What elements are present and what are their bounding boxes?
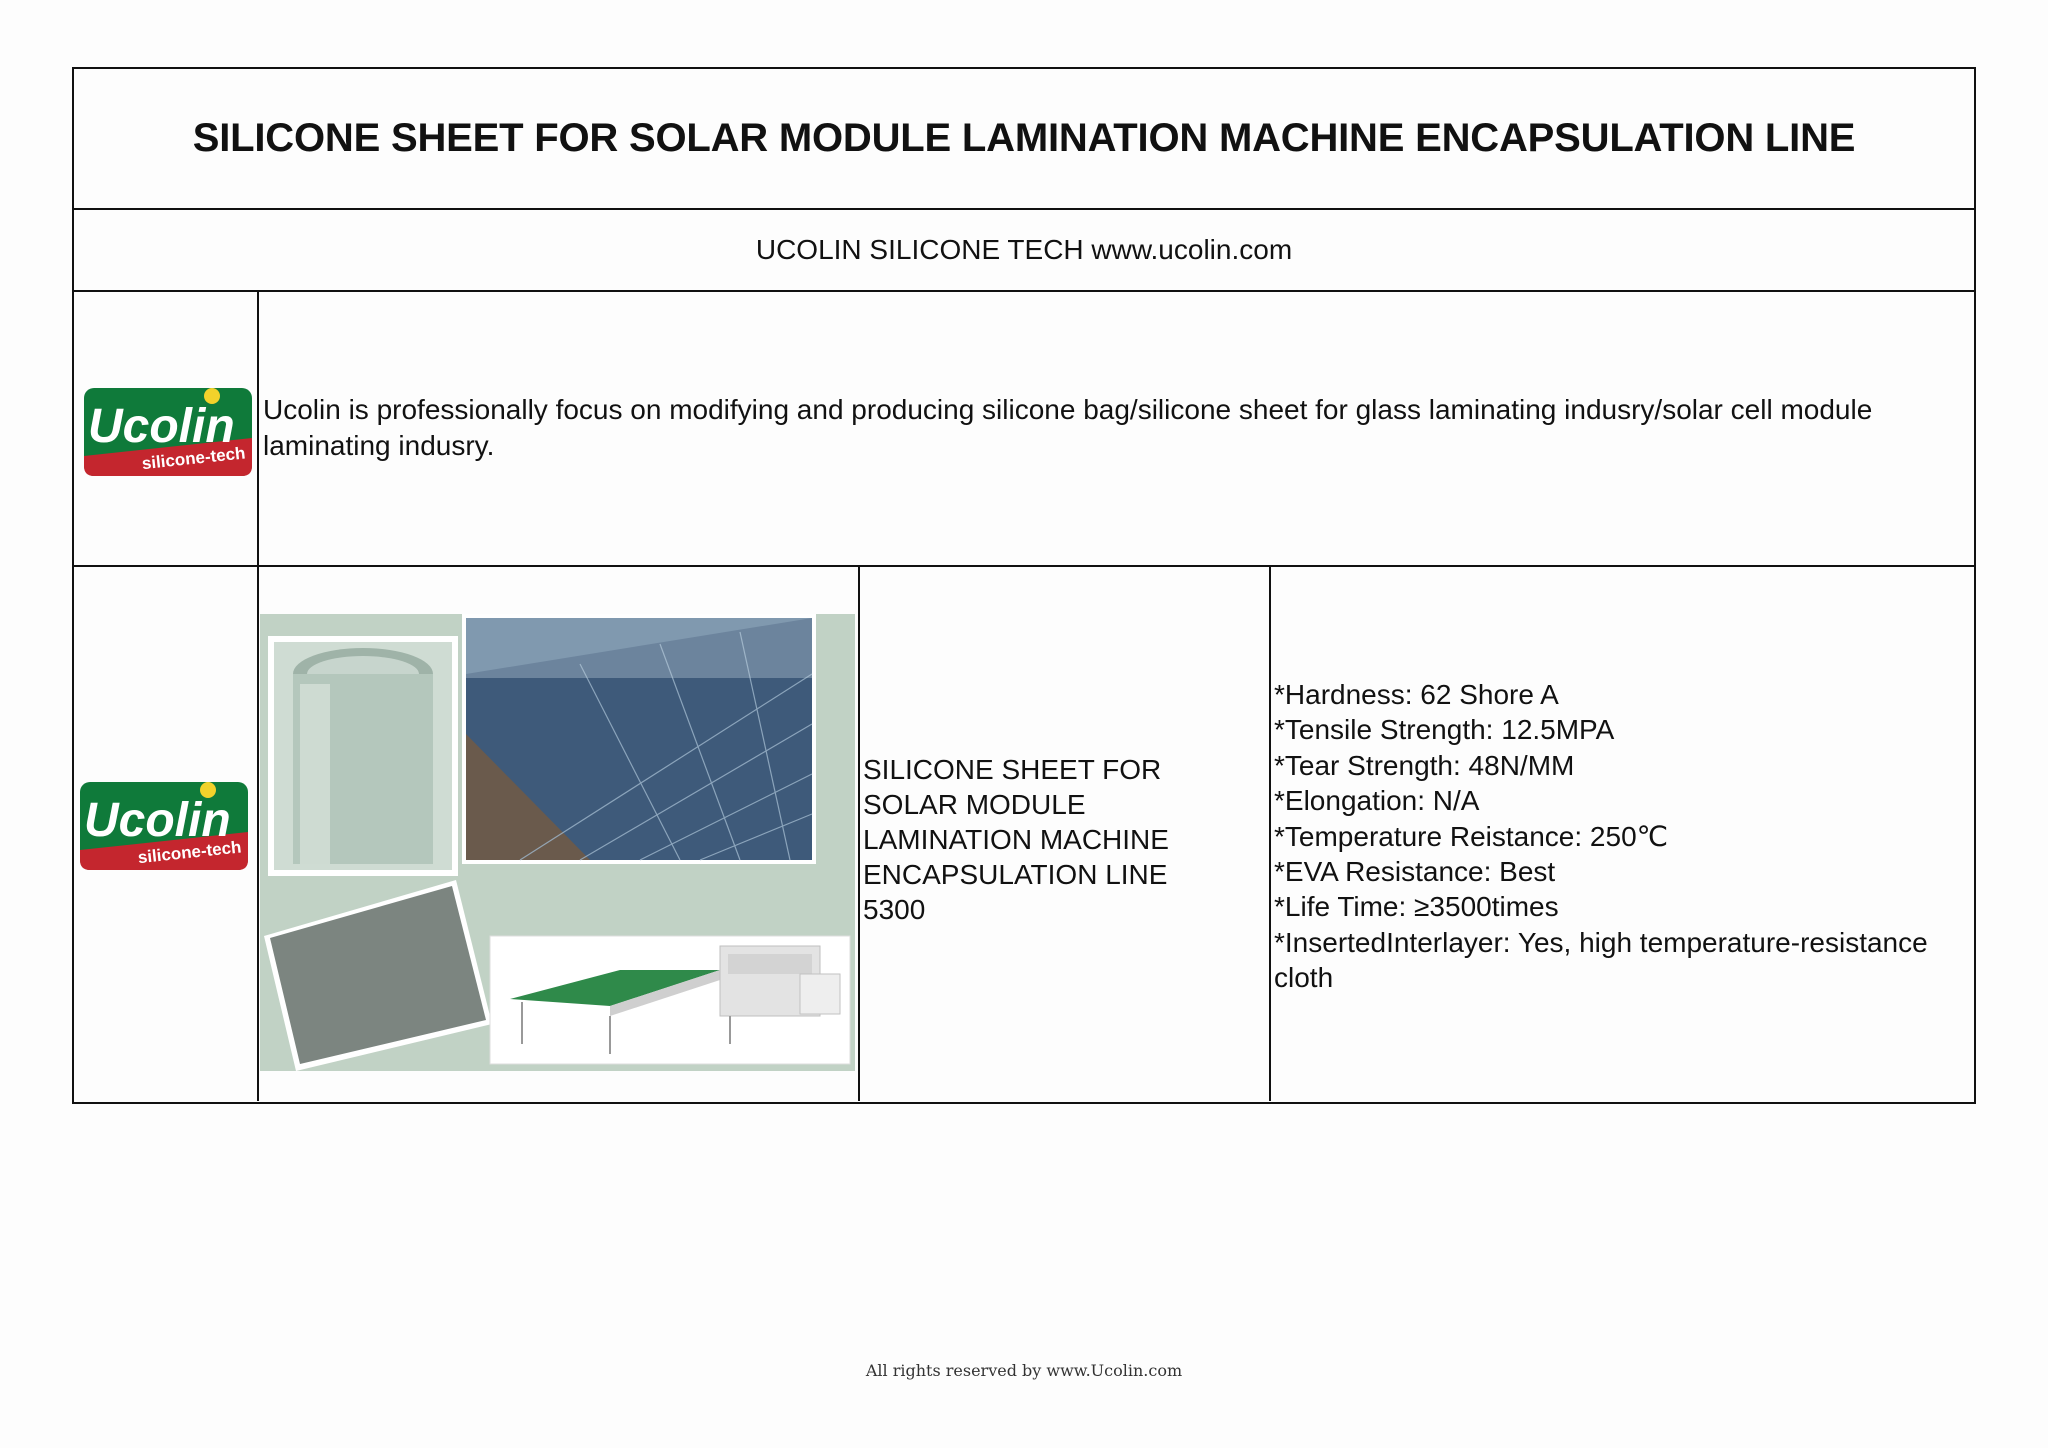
spec-tear-strength: *Tear Strength: 48N/MM xyxy=(1274,749,1575,781)
intro-row xyxy=(74,292,1974,567)
column-divider xyxy=(257,292,259,565)
ucolin-logo xyxy=(78,780,250,872)
column-divider xyxy=(257,567,259,1101)
spec-hardness: *Hardness: 62 Shore A xyxy=(1274,679,1559,710)
silicone-roll-image xyxy=(268,636,458,876)
company-line: UCOLIN SILICONE TECH www.ucolin.com xyxy=(755,234,1293,265)
spec-eva-resistance: *EVA Resistance: Best xyxy=(1274,856,1556,888)
spec-tensile-strength: *Tensile Strength: 12.5MPA xyxy=(1274,714,1615,746)
column-divider xyxy=(1269,567,1271,1101)
spec-life-time: *Life Time: ≥3500times xyxy=(1274,891,1559,923)
title-row xyxy=(74,69,1974,210)
column-divider xyxy=(858,567,860,1101)
ucolin-logo xyxy=(82,386,254,478)
copyright-footer: All rights reserved by www.Ucolin.com xyxy=(865,1361,1183,1380)
intro-text: Ucolin is professionally focus on modifying and producing silicone bag/silicone sheet for glass laminating indusry/solar cell module laminating indusry. xyxy=(263,394,1873,461)
svg-text:Ucolin: Ucolin xyxy=(88,400,235,453)
svg-text:Ucolin: Ucolin xyxy=(84,794,231,847)
solar-panels-image xyxy=(462,614,816,864)
product-photo-collage xyxy=(260,614,855,1071)
spec-sheet-table xyxy=(72,67,1976,1104)
company-row xyxy=(74,210,1974,292)
spec-temperature-resistance: *Temperature Reistance: 250℃ xyxy=(1274,820,1669,852)
lamination-machine-image xyxy=(490,936,850,1064)
svg-text:silicone-tech: silicone-tech xyxy=(140,443,247,474)
product-name: SILICONE SHEET FOR SOLAR MODULE LAMINATION MACHINE ENCAPSULATION LINE 5300 xyxy=(863,754,1169,925)
spec-list xyxy=(1274,677,1974,996)
spec-elongation: *Elongation: N/A xyxy=(1274,785,1480,817)
page-title: SILICONE SHEET FOR SOLAR MODULE LAMINATION MACHINE ENCAPSULATION LINE xyxy=(192,116,1856,160)
product-row xyxy=(74,567,1974,1101)
spec-inserted-interlayer: *InsertedInterlayer: Yes, high temperature-resistance cloth xyxy=(1274,926,1928,994)
svg-text:silicone-tech: silicone-tech xyxy=(136,837,243,868)
